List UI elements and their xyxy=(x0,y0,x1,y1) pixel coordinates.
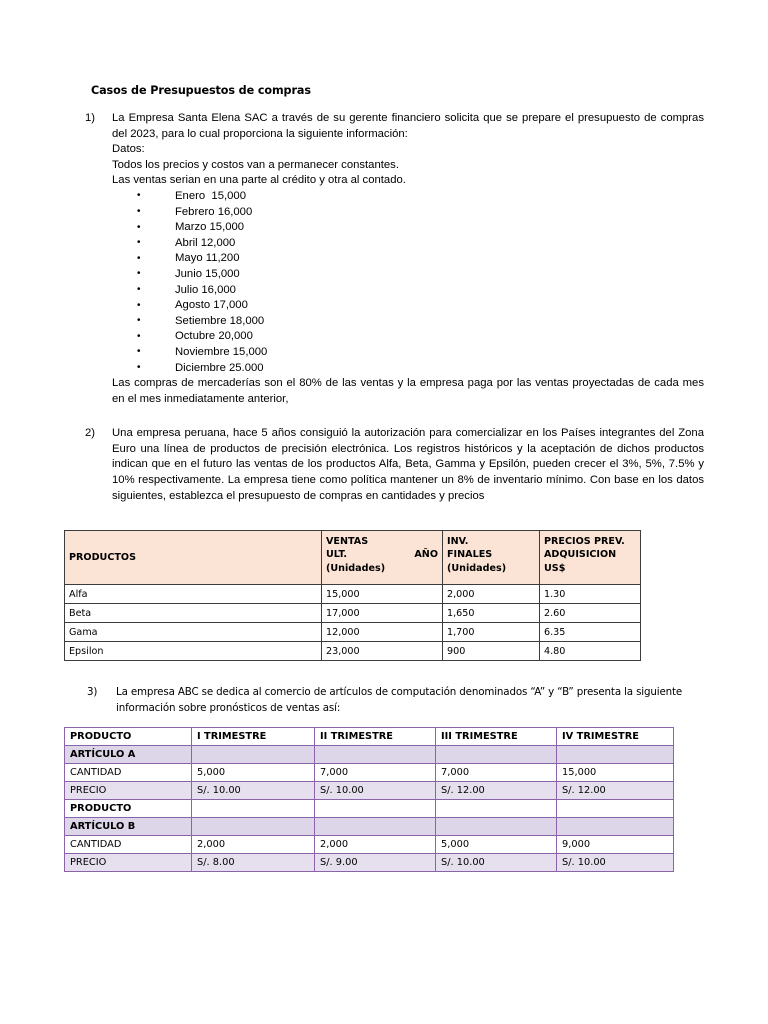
list-item: • Noviembre 15,000 xyxy=(112,345,704,361)
cell-precio: 4.80 xyxy=(540,642,641,661)
cell-q1: S/. 8.00 xyxy=(192,854,315,872)
header-line-1: PRECIOS PREV. xyxy=(544,536,625,548)
list-item: • Febrero 16,000 xyxy=(112,205,704,221)
cell-ventas: 23,000 xyxy=(322,642,443,661)
cell-q4: S/. 10.00 xyxy=(557,854,674,872)
cell-q2 xyxy=(315,746,436,764)
spacer xyxy=(64,661,704,685)
cell-precio: 6.35 xyxy=(540,623,641,642)
table-row xyxy=(65,746,674,764)
cell-producto: Gama xyxy=(65,623,322,642)
cell-q1: 2,000 xyxy=(192,836,315,854)
cell-inv-finales: 1,650 xyxy=(443,604,540,623)
cell-q2: S/. 10.00 xyxy=(315,782,436,800)
cell-q3 xyxy=(436,818,557,836)
item-2-number: 2) xyxy=(85,427,96,440)
cell-inv-finales: 900 xyxy=(443,642,540,661)
cell-producto: Beta xyxy=(65,604,322,623)
spacer xyxy=(64,506,704,530)
table-row xyxy=(65,623,641,642)
list-item: • Julio 16,000 xyxy=(112,283,704,299)
row-label: PRECIO xyxy=(65,854,192,872)
header-line-3: (Unidades) xyxy=(326,562,386,574)
products-sales-table xyxy=(64,530,641,661)
cell-ventas: 17,000 xyxy=(322,604,443,623)
header-ano: AÑO xyxy=(414,549,438,561)
table-row xyxy=(65,585,641,604)
table-row xyxy=(65,604,641,623)
cell-q1 xyxy=(192,818,315,836)
cell-producto: Alfa xyxy=(65,585,322,604)
col-header-producto: PRODUCTO xyxy=(65,728,192,746)
row-label: CANTIDAD xyxy=(65,836,192,854)
header-line-2 xyxy=(326,548,438,561)
cell-inv-finales: 2,000 xyxy=(443,585,540,604)
table-row xyxy=(65,782,674,800)
cell-q3: S/. 12.00 xyxy=(436,782,557,800)
cell-q4 xyxy=(557,818,674,836)
cell-producto: Epsilon xyxy=(65,642,322,661)
cell-q4: 15,000 xyxy=(557,764,674,782)
quarterly-forecast-table xyxy=(64,727,674,872)
header-line-3: US$ xyxy=(544,562,566,574)
cell-q1 xyxy=(192,746,315,764)
document-content xyxy=(64,84,704,872)
col-header-i-trimestre: I TRIMESTRE xyxy=(192,728,315,746)
row-label: CANTIDAD xyxy=(65,764,192,782)
cell-q1 xyxy=(192,800,315,818)
cell-q1: S/. 10.00 xyxy=(192,782,315,800)
list-item: • Agosto 17,000 xyxy=(112,298,704,314)
cell-precio: 2.60 xyxy=(540,604,641,623)
item-2-paragraph: Una empresa peruana, hace 5 años consiguió la autorización para comercializar en los Países integrantes del Zona Euro una línea de productos de precisión electrónica. Los registros históricos y la aceptación de dichos productos indican que en el futuro las ventas de los productos Alfa, Beta, Gamma y Epsilón, pueden crecer el 3%, 5%, 7.5% y 10% respectivamente. La empresa tiene como política mantener un 8% de inventario mínimo. Con base en los datos siguientes, establezca el presupuesto de compras en cantidades y precios xyxy=(112,427,704,502)
cell-q2: 7,000 xyxy=(315,764,436,782)
cell-q4: S/. 12.00 xyxy=(557,782,674,800)
table-row xyxy=(65,818,674,836)
table-row xyxy=(65,800,674,818)
cell-q3: 7,000 xyxy=(436,764,557,782)
monthly-sales-list xyxy=(112,189,704,376)
cell-q3: S/. 10.00 xyxy=(436,854,557,872)
cell-ventas: 15,000 xyxy=(322,585,443,604)
item-1-paragraph-2: Datos: xyxy=(112,143,145,156)
list-item: • Setiembre 18,000 xyxy=(112,314,704,330)
cell-q3 xyxy=(436,800,557,818)
table-row xyxy=(65,642,641,661)
table-row xyxy=(65,854,674,872)
item-1-paragraph-3: Todos los precios y costos van a permanecer constantes. xyxy=(112,158,399,171)
cell-q4: 9,000 xyxy=(557,836,674,854)
row-label: PRODUCTO xyxy=(65,800,192,818)
cell-q3 xyxy=(436,746,557,764)
cell-q2: 2,000 xyxy=(315,836,436,854)
header-line-1: VENTAS xyxy=(326,536,369,548)
spacer xyxy=(64,718,704,727)
list-item-1 xyxy=(64,111,704,407)
table-header-row xyxy=(65,728,674,746)
list-item: • Octubre 20,000 xyxy=(112,329,704,345)
col-header-ii-trimestre: II TRIMESTRE xyxy=(315,728,436,746)
cell-q2: S/. 9.00 xyxy=(315,854,436,872)
col-header-inv-finales xyxy=(443,531,540,585)
item-3-paragraph: La empresa ABC se dedica al comercio de artículos de computación denominados “A” y “B” presenta la siguiente información sobre pronósticos de ventas así: xyxy=(116,686,683,714)
item-1-paragraph-4: Las ventas serian en una parte al crédito y otra al contado. xyxy=(112,174,406,187)
item-1-closing-paragraph: Las compras de mercaderías son el 80% de las ventas y la empresa paga por las ventas proyectadas de cada mes en el mes inmediatamente anterior, xyxy=(112,377,704,405)
list-item: • Mayo 11,200 xyxy=(112,251,704,267)
cell-inv-finales: 1,700 xyxy=(443,623,540,642)
cell-q4 xyxy=(557,800,674,818)
header-ult: ULT. xyxy=(326,549,348,561)
col-header-ventas-ult-ano xyxy=(322,531,443,585)
table-row xyxy=(65,764,674,782)
page-title: Casos de Presupuestos de compras xyxy=(91,84,311,97)
cell-ventas: 12,000 xyxy=(322,623,443,642)
row-label: PRECIO xyxy=(65,782,192,800)
list-item-3 xyxy=(64,685,704,716)
cell-q3: 5,000 xyxy=(436,836,557,854)
col-header-iii-trimestre: III TRIMESTRE xyxy=(436,728,557,746)
spacer xyxy=(64,409,704,426)
row-label: ARTÍCULO B xyxy=(65,818,192,836)
col-header-iv-trimestre: IV TRIMESTRE xyxy=(557,728,674,746)
col-header-productos: PRODUCTOS xyxy=(65,531,322,585)
header-line-1: INV. xyxy=(447,536,469,548)
list-item: • Marzo 15,000 xyxy=(112,220,704,236)
item-1-paragraph-1: La Empresa Santa Elena SAC a través de su gerente financiero solicita que se prepare el presupuesto de compras del 2023, para lo cual proporciona la siguiente información: xyxy=(112,112,704,140)
item-3-number: 3) xyxy=(87,686,98,699)
row-label: ARTÍCULO A xyxy=(65,746,192,764)
list-item: • Abril 12,000 xyxy=(112,236,704,252)
header-line-2: FINALES xyxy=(447,549,493,561)
list-item: • Junio 15,000 xyxy=(112,267,704,283)
cell-precio: 1.30 xyxy=(540,585,641,604)
list-item: • Enero 15,000 xyxy=(112,189,704,205)
header-line-2: ADQUISICION xyxy=(544,549,617,561)
table-row xyxy=(65,836,674,854)
cell-q2 xyxy=(315,818,436,836)
cell-q1: 5,000 xyxy=(192,764,315,782)
header-line-3: (Unidades) xyxy=(447,562,507,574)
cell-q2 xyxy=(315,800,436,818)
item-1-number: 1) xyxy=(85,112,96,124)
list-item: • Diciembre 25.000 xyxy=(112,361,704,377)
cell-q4 xyxy=(557,746,674,764)
table-header-row xyxy=(65,531,641,585)
list-item-2 xyxy=(64,426,704,504)
col-header-precios-adquisicion xyxy=(540,531,641,585)
